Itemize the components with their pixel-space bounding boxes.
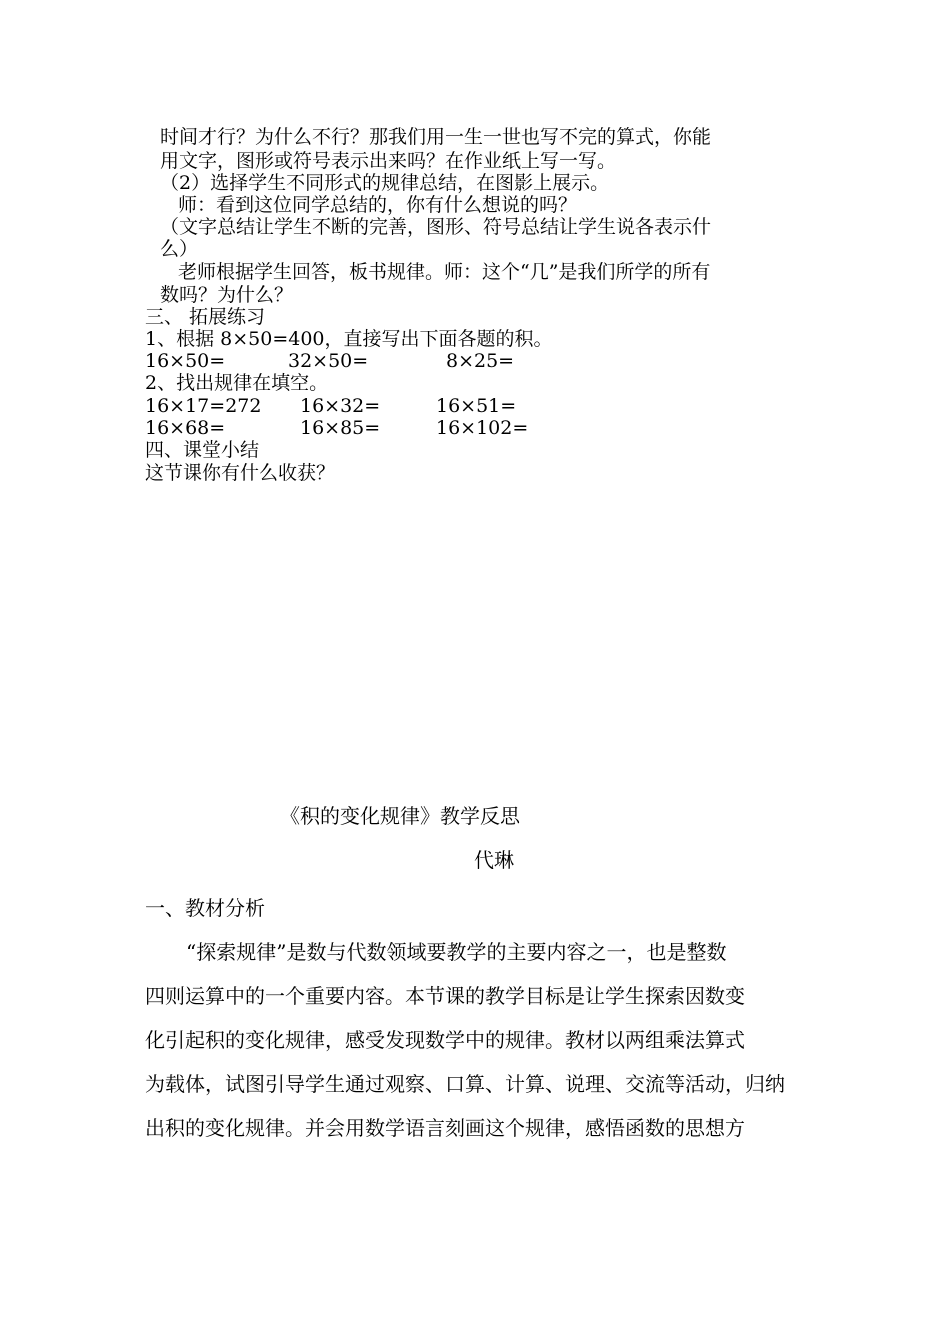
text-line: 这节课你有什么收获？: [145, 462, 336, 484]
question-text: 1、根据 8×50=400，直接写出下面各题的积。: [145, 328, 553, 350]
exercise-item: 32×50=: [288, 350, 369, 372]
text-line: （2）选择学生不同形式的规律总结，在图影上展示。: [160, 172, 610, 194]
paragraph-line: 为载体，试图引导学生通过观察、口算、计算、说理、交流等活动，归纳: [145, 1072, 785, 1096]
section-heading: 一、教材分析: [145, 896, 265, 920]
paragraph-line: 化引起积的变化规律，感受发现数学中的规律。教材以两组乘法算式: [145, 1028, 745, 1052]
text-line: 老师根据学生回答，板书规律。师：这个“几”是我们所学的所有: [178, 261, 711, 283]
text-line: 师：看到这位同学总结的，你有什么想说的吗？: [178, 194, 578, 216]
exercise-item: 16×102=: [436, 417, 529, 439]
author-name: 代琳: [474, 848, 514, 872]
text-line: 时间才行？为什么不行？那我们用一生一世也写不完的算式，你能: [160, 126, 712, 148]
paragraph-line: 四则运算中的一个重要内容。本节课的教学目标是让学生探索因数变: [145, 984, 745, 1008]
question-text: 2、找出规律在填空。: [145, 372, 329, 394]
exercise-item: 16×17=272: [145, 395, 262, 417]
text-line: 么）: [160, 238, 199, 260]
paragraph-line: 出积的变化规律。并会用数学语言刻画这个规律，感悟函数的思想方: [145, 1116, 745, 1140]
text-line: 数吗？为什么？: [160, 284, 294, 306]
section-heading: 四、课堂小结: [145, 439, 260, 461]
exercise-item: 16×85=: [300, 417, 381, 439]
text-line: （文字总结让学生不断的完善，图形、符号总结让学生说各表示什: [160, 216, 712, 238]
exercise-item: 16×32=: [300, 395, 381, 417]
exercise-item: 16×51=: [436, 395, 517, 417]
exercise-item: 16×50=: [145, 350, 226, 372]
section-heading: 三、 拓展练习: [145, 306, 266, 328]
paragraph-line: “探索规律”是数与代数领域要教学的主要内容之一，也是整数: [186, 940, 727, 964]
text-line: 用文字，图形或符号表示出来吗？在作业纸上写一写。: [160, 150, 617, 172]
article-title: 《积的变化规律》教学反思: [280, 804, 520, 828]
exercise-item: 16×68=: [145, 417, 226, 439]
exercise-item: 8×25=: [446, 350, 515, 372]
